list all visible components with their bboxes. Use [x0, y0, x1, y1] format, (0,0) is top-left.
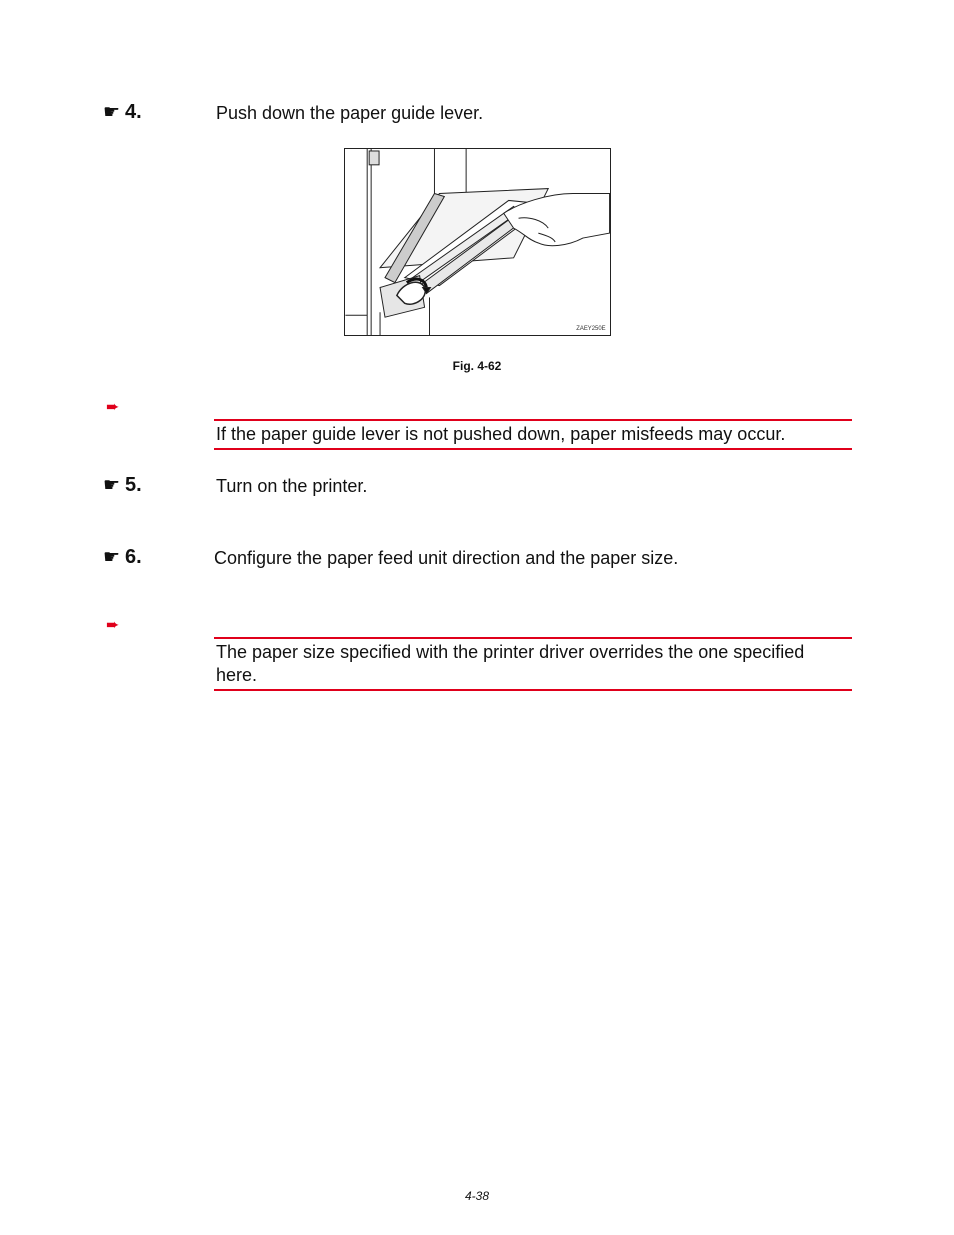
page-number: 4-38: [464, 1189, 490, 1203]
pointing-hand-icon: ☛: [103, 475, 121, 496]
step-6-marker: [103, 545, 142, 570]
step-number: 4.: [125, 101, 142, 123]
pointing-hand-icon: ☛: [103, 547, 121, 568]
pointing-hand-icon: ☛: [103, 102, 121, 123]
note-text: If the paper guide lever is not pushed down, paper misfeeds may occur.: [216, 424, 786, 444]
step-5-marker: [103, 473, 142, 498]
step-4-marker: [103, 100, 142, 125]
step-6-text: Configure the paper feed unit direction and the paper size.: [214, 548, 679, 568]
step-5-text: Turn on the printer.: [216, 476, 368, 496]
note-arrow-icon: ➨: [106, 617, 120, 634]
note-arrow-icon: ➨: [106, 399, 120, 416]
note-box-1: [214, 419, 852, 450]
note-box-2: [214, 637, 852, 691]
step-4-text: Push down the paper guide lever.: [216, 103, 484, 123]
step-number: 6.: [125, 546, 142, 568]
figure-caption: Fig. 4-62: [452, 359, 502, 373]
illustration-paper-guide-lever: [344, 148, 611, 336]
step-number: 5.: [125, 474, 142, 496]
figure-code: ZAEY250E: [576, 326, 606, 333]
printer-tray-illustration: [345, 149, 610, 335]
note-text: The paper size specified with the printer driver overrides the one specified here.: [216, 642, 805, 685]
